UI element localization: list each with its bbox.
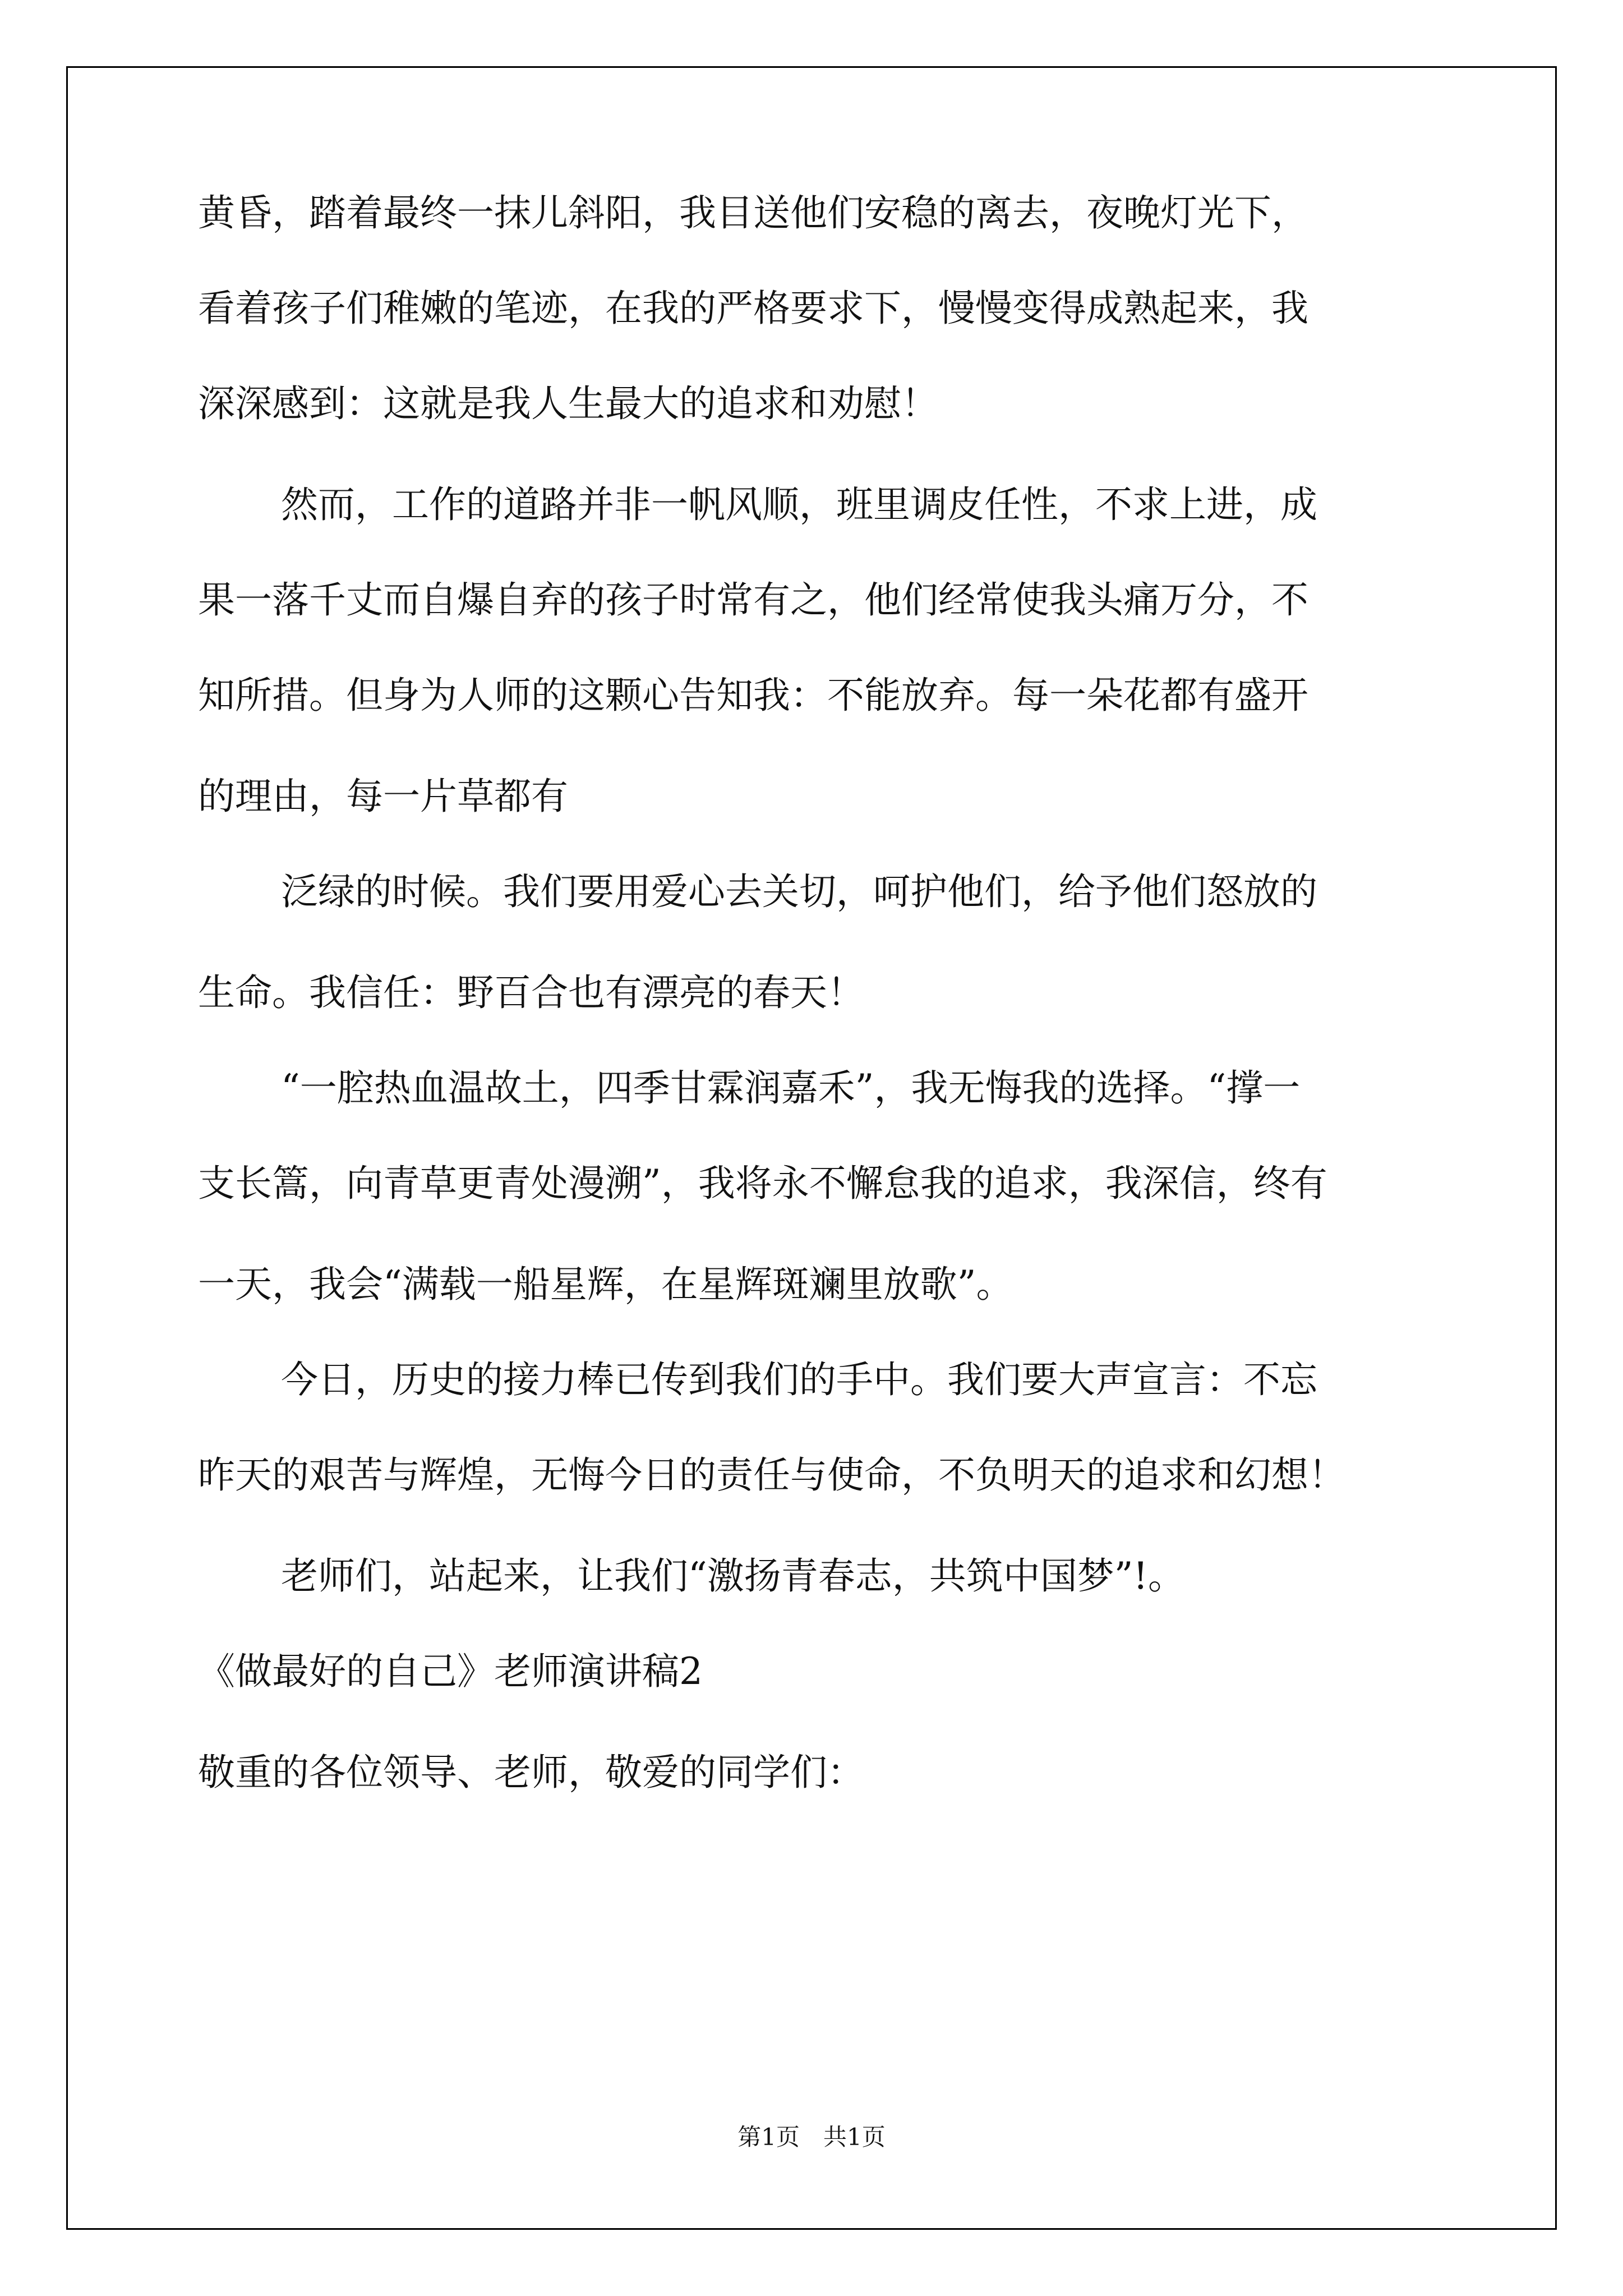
text-line: 看着孩子们稚嫩的笔迹，在我的严格要求下，慢慢变得成熟起来，我 <box>198 287 1308 330</box>
text-line: 深深感到：这就是我人生最大的追求和劝慰！ <box>198 382 938 425</box>
text-line: 昨天的艰苦与辉煌，无悔今日的责任与使命，不负明天的追求和幻想！ <box>198 1453 1345 1497</box>
paragraph-first-line: 老师们，站起来，让我们“激扬青春志，共筑中国梦”!。 <box>281 1554 1186 1598</box>
text-line: 支长篙，向青草更青处漫溯”，我将永不懈怠我的追求，我深信，终有 <box>198 1162 1327 1205</box>
paragraph-first-line: “一腔热血温故土，四季甘霖润嘉禾”，我无悔我的选择。“撑一 <box>281 1066 1301 1110</box>
text-line: 生命。我信任：野百合也有漂亮的春天！ <box>198 971 864 1014</box>
text-line: 知所措。但身为人师的这颗心告知我：不能放弃。每一朵花都有盛开 <box>198 674 1308 717</box>
text-line: 黄昏，踏着最终一抹儿斜阳，我目送他们安稳的离去，夜晚灯光下， <box>198 191 1308 234</box>
section-title: 《做最好的自己》老师演讲稿2 <box>198 1650 703 1693</box>
paragraph-first-line: 泛绿的时候。我们要用爱心去关切，呵护他们，给予他们怒放的 <box>281 870 1317 913</box>
text-line: 一天，我会“满载一船星辉，在星辉斑斓里放歌”。 <box>198 1263 1013 1306</box>
text-line: 果一落千丈而自爆自弃的孩子时常有之，他们经常使我头痛万分，不 <box>198 578 1308 622</box>
text-line: 的理由，每一片草都有 <box>198 775 568 818</box>
salutation: 敬重的各位领导、老师，敬爱的同学们： <box>198 1751 864 1794</box>
paragraph-first-line: 今日，历史的接力棒已传到我们的手中。我们要大声宣言：不忘 <box>281 1358 1317 1401</box>
page-footer: 第1页 共1页 <box>737 2123 886 2151</box>
paragraph-first-line: 然而，工作的道路并非一帆风顺，班里调皮任性，不求上进，成 <box>281 483 1317 526</box>
